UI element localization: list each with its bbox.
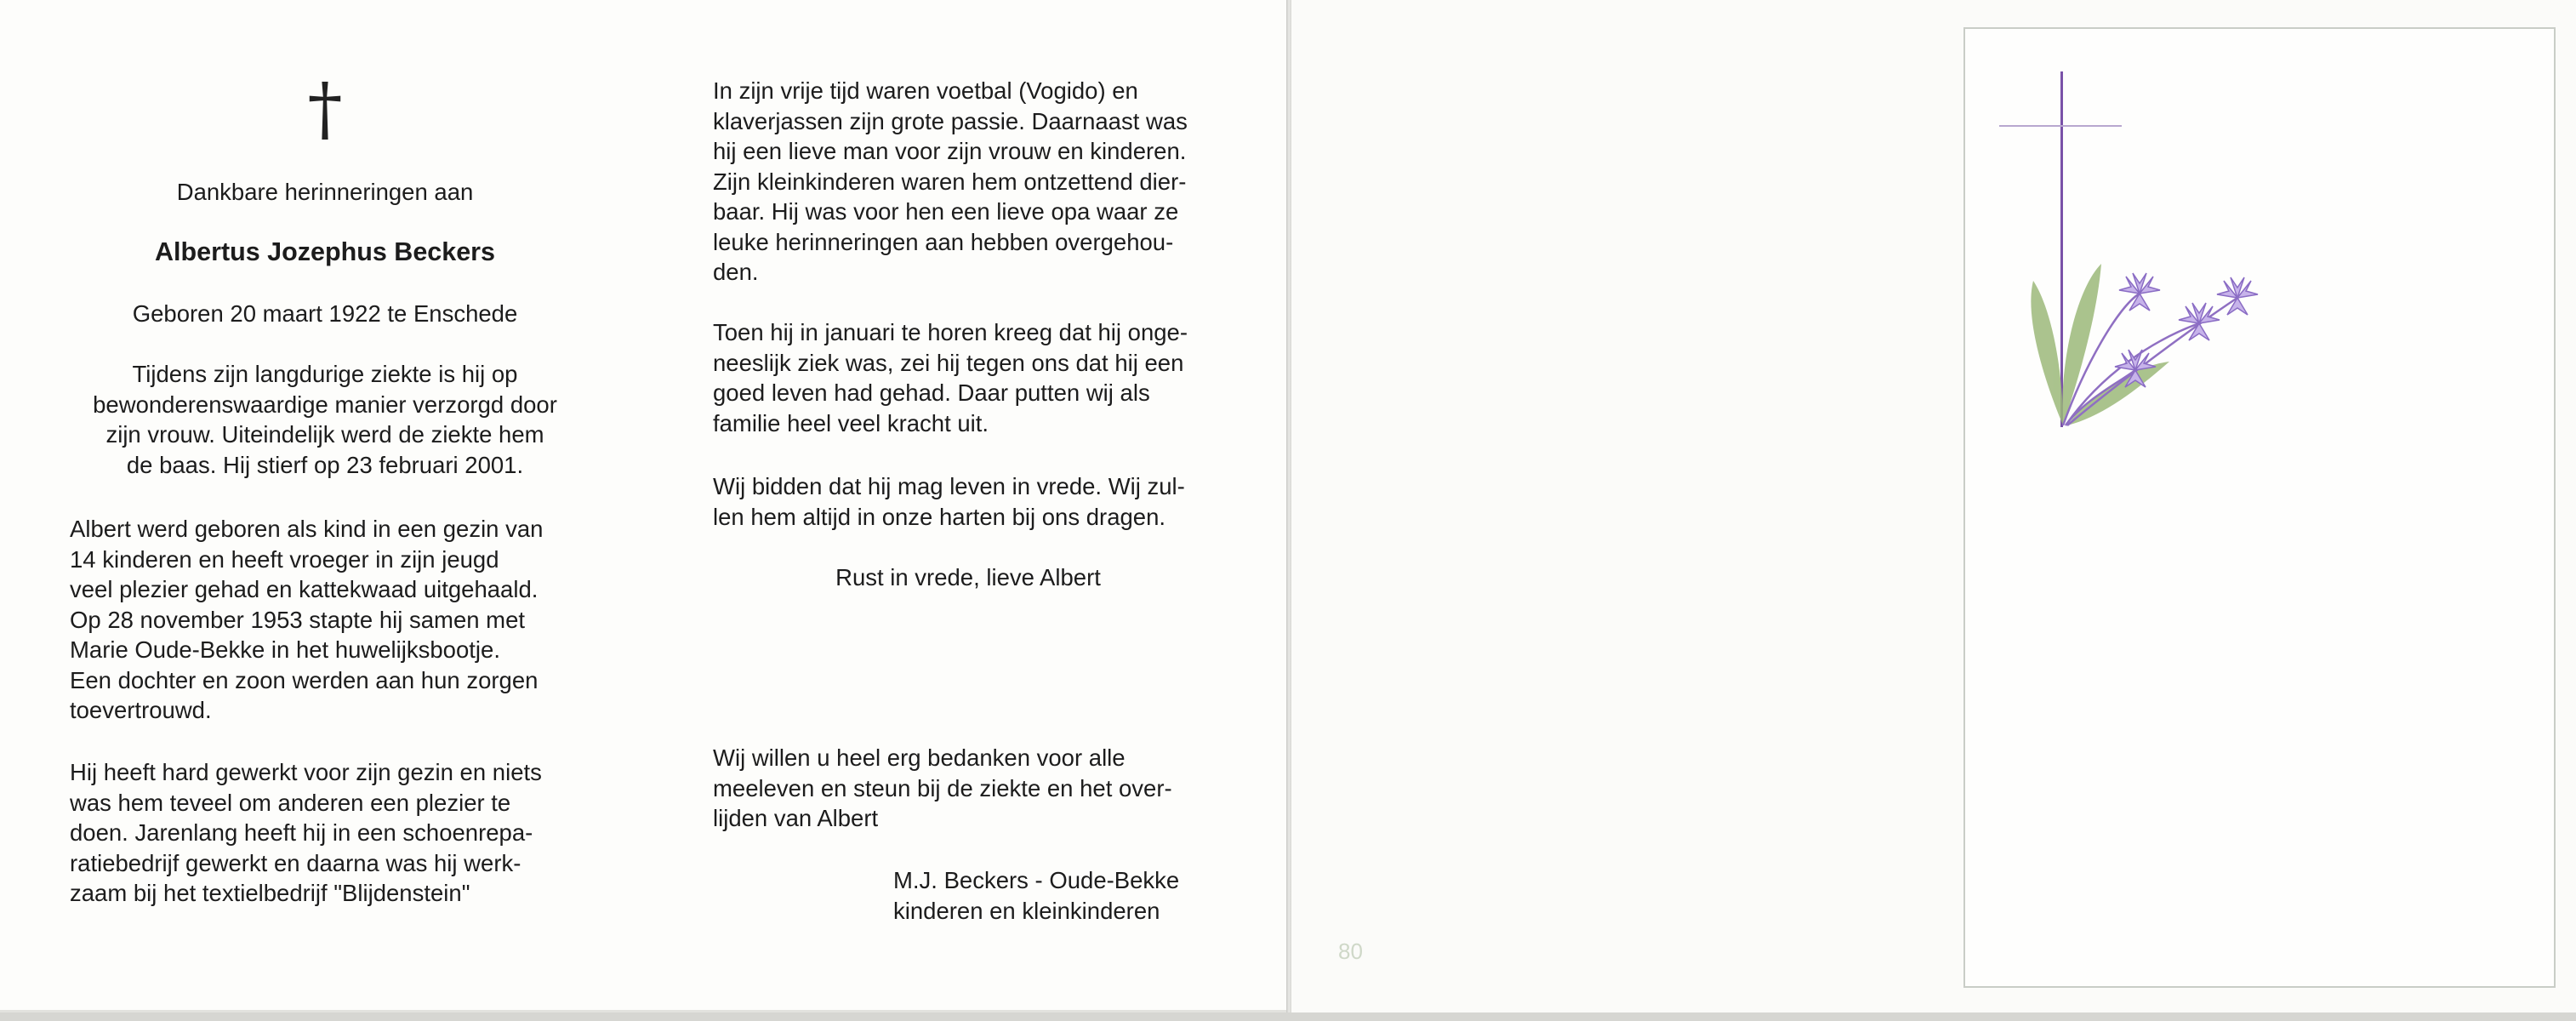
lily-cross-icon: [1991, 170, 2271, 442]
text-line: Op 28 november 1953 stapte hij samen met: [70, 606, 526, 633]
text-line: Toen hij in januari te horen kreeg dat hij onge-: [713, 319, 1188, 345]
text-line: den.: [713, 259, 759, 285]
text-line: hij een lieve man voor zijn vrouw en kinderen.: [713, 138, 1187, 164]
text-line: Wij willen u heel erg bedanken voor alle: [713, 744, 1126, 771]
rest-in-peace-text: Rust in vrede, lieve Albert: [835, 564, 1101, 590]
text-line: len hem altijd in onze harten bij ons dragen.: [713, 503, 1166, 530]
prayer-paragraph: [713, 471, 1223, 532]
left-page: [0, 0, 1288, 1012]
text-line: bewonderenswaardige manier verzorgd door: [93, 391, 557, 418]
birth-text: Geboren 20 maart 1922 te Enschede: [132, 300, 518, 327]
text-line: de baas. Hij stierf op 23 februari 2001.: [126, 451, 524, 478]
text-line: Tijdens zijn langdurige ziekte is hij op: [132, 361, 518, 387]
text-line: Zijn kleinkinderen waren hem ontzettend dier-: [713, 168, 1187, 195]
text-line: Wij bidden dat hij mag leven in vrede. Wij zul-: [713, 473, 1185, 499]
text-line: Albert werd geboren als kind in een gezin van: [70, 516, 544, 542]
text-line: Hij heeft hard gewerkt voor zijn gezin en niets: [70, 759, 542, 785]
signature-line: kinderen en kleinkinderen: [893, 897, 1160, 924]
text-line: doen. Jarenlang heeft hij in een schoenrepa-: [70, 819, 533, 846]
text-line: zijn vrouw. Uiteindelijk werd de ziekte hem: [105, 421, 544, 448]
text-line: was hem teveel om anderen een plezier te: [70, 789, 511, 816]
illness-paragraph: [70, 359, 580, 480]
text-line: ratiebedrijf gewerkt en daarna was hij werk-: [70, 849, 521, 876]
text-line: baar. Hij was voor hen een lieve opa waar ze: [713, 198, 1179, 225]
text-line: toevertrouwd.: [70, 697, 212, 723]
intro-text: Dankbare herinneringen aan: [176, 179, 474, 205]
lily-flower-icon: [2115, 273, 2258, 387]
text-line: goed leven had gehad. Daar putten wij als: [713, 379, 1150, 406]
deceased-name: Albertus Jozephus Beckers: [154, 237, 496, 266]
text-line: leuke herinneringen aan hebben overgehou-: [713, 228, 1174, 255]
text-line: In zijn vrije tijd waren voetbal (Vogido) en: [713, 77, 1138, 104]
text-line: zaam bij het textielbedrijf "Blijdenstein": [70, 880, 470, 906]
work-paragraph: [70, 757, 580, 909]
text-line: familie heel veel kracht uit.: [713, 409, 989, 436]
cross-icon: †: [307, 69, 343, 150]
text-line: Een dochter en zoon werden aan hun zorgen: [70, 666, 539, 693]
text-line: lijden van Albert: [713, 805, 879, 831]
text-line: neeslijk ziek was, zei hij tegen ons dat hij een: [713, 349, 1184, 376]
text-line: meeleven en steun bij de ziekte en het over-: [713, 774, 1172, 801]
cross-horizontal-line: [1999, 125, 2122, 127]
page-number: 80: [1338, 938, 1363, 964]
text-line: veel plezier gehad en kattekwaad uitgehaald.: [70, 576, 539, 602]
signature: [893, 865, 1234, 926]
thanks-paragraph: [713, 743, 1223, 834]
text-line: 14 kinderen en heeft vroeger in zijn jeugd: [70, 545, 499, 573]
scan-edge: [0, 1012, 2576, 1021]
january-paragraph: [713, 317, 1223, 438]
youth-paragraph: [70, 514, 580, 726]
text-line: klaverjassen zijn grote passie. Daarnaast was: [713, 107, 1188, 134]
signature-line: M.J. Beckers - Oude-Bekke: [893, 867, 1180, 893]
text-line: Marie Oude-Bekke in het huwelijksbootje.: [70, 636, 500, 663]
hobby-paragraph: [713, 76, 1223, 288]
